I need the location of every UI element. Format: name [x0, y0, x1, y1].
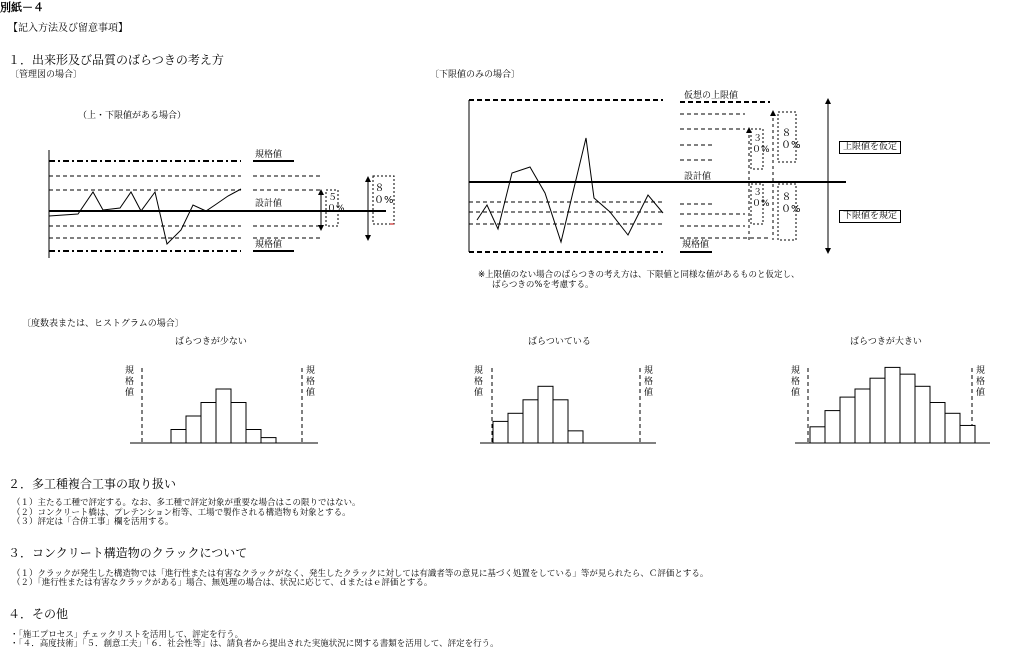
lower-only-design-label: 設計値 — [684, 172, 712, 182]
control-upper-spec-label: 規格値 — [255, 150, 283, 160]
histogram-small-title: ばらつきが少ない — [175, 337, 247, 347]
hist-small-bar — [216, 389, 231, 443]
pct30-upper-label: ３０% — [752, 134, 770, 155]
pct80-upper-label: ８０% — [781, 128, 801, 151]
hist-small-bar — [261, 438, 276, 443]
control-pct80-label: ８０% — [374, 183, 394, 206]
histogram-heading: 〔度数表または、ヒストグラムの場合〕 — [22, 319, 184, 329]
virtual-upper-label: 仮想の上限値 — [684, 91, 739, 101]
section2-item-1: （１）主たる工種で評定する。なお、多工種で評定対象が重要な場合はこの限りではない。 — [12, 498, 361, 508]
histogram-medium-title: ばらついている — [528, 337, 591, 347]
spec-lower-box: 下限値を規定 — [839, 210, 901, 223]
hist-medium-spec-left: 規格値 — [473, 366, 483, 398]
hist-medium-spec-right: 規格値 — [643, 366, 653, 398]
hist-small-spec-left: 規格値 — [124, 366, 134, 398]
hist-large-bar — [855, 389, 870, 443]
hist-large-bar — [885, 367, 900, 443]
section1-heading: １．出来形及び品質のばらつきの考え方 — [8, 53, 224, 67]
lower-only-note-line1: ※上限値のない場合のばらつきの考え方は、下限値と同様な値があるものと仮定し、 — [478, 270, 800, 280]
section2-item-3: （３）評定は「合併工事」欄を活用する。 — [12, 517, 174, 527]
hist-large-spec-left: 規格値 — [790, 366, 800, 398]
pct30-lower-label: ３０% — [752, 188, 770, 209]
histogram-large-title: ばらつきが大きい — [850, 337, 922, 347]
hist-small-bar — [171, 430, 186, 444]
hist-medium-bar — [508, 413, 523, 443]
hist-medium-bar — [553, 400, 568, 443]
control-chart-heading: 〔管理図の場合〕 — [10, 70, 83, 80]
section3-heading: ３．コンクリート構造物のクラックについて — [8, 546, 248, 560]
hist-small-bar — [231, 403, 246, 444]
hist-large-bar — [810, 427, 825, 443]
assume-upper-box: 上限値を仮定 — [839, 141, 901, 154]
attachment-label: 別紙－４ — [0, 1, 44, 14]
hist-large-bar — [945, 413, 960, 443]
lower-only-note-line2: ばらつきの%を考慮する。 — [492, 280, 594, 290]
hist-small-bar — [201, 403, 216, 444]
control-pct50-label: ５０% — [327, 193, 345, 214]
hist-large-bar — [960, 425, 975, 443]
section2-heading: ２．多工種複合工事の取り扱い — [8, 477, 177, 491]
section2-item-2: （２）コンクリート橋は、プレテンション桁等、工場で製作される構造物も対象とする。 — [12, 508, 351, 518]
hist-small-bar — [186, 416, 201, 443]
hist-medium-bar — [538, 386, 553, 443]
hist-small-spec-right: 規格値 — [305, 366, 315, 398]
hist-large-bar — [930, 403, 945, 444]
hist-large-bar — [900, 374, 915, 443]
control-design-label: 設計値 — [255, 199, 283, 209]
document-title: 【記入方法及び留意事項】 — [8, 23, 128, 34]
hist-medium-bar — [523, 400, 538, 443]
pct80-lower-label: ８０% — [781, 192, 801, 215]
section4-heading: ４．その他 — [8, 607, 69, 621]
section4-item-1: ・「施工プロセス」チェックリストを活用して、評定を行う。 — [10, 630, 244, 640]
hist-small-bar — [246, 430, 261, 444]
lower-only-spec-label: 規格値 — [682, 240, 710, 250]
hist-large-bar — [825, 411, 840, 443]
section3-item-1: （１）クラックが発生した構造物では「進行性または有害なクラックがなく、発生したクラックに対しては有識者等の意見に基づく処置をしている」等が見られたら、Ｃ評価とする。 — [12, 569, 709, 579]
control-lower-spec-label: 規格値 — [255, 240, 283, 250]
hist-large-bar — [915, 386, 930, 443]
section4-item-2: ・「４．高度技術」「５．創意工夫」「６．社会性等」は、請負者から提出された実施状況に関する書類を活用して、評定を行う。 — [10, 639, 499, 649]
hist-medium-bar — [568, 431, 583, 443]
hist-medium-bar — [493, 421, 508, 443]
hist-large-bar — [840, 397, 855, 443]
hist-large-bar — [870, 378, 885, 443]
lower-only-heading: 〔下限値のみの場合〕 — [430, 70, 521, 80]
control-chart-subheading: （上・下限値がある場合） — [78, 111, 187, 121]
hist-large-spec-right: 規格値 — [975, 366, 985, 398]
section3-item-2: （２）「進行性または有害なクラックがある」場合、無処理の場合は、状況に応じて、ｄまたはｅ評価とする。 — [12, 578, 433, 588]
